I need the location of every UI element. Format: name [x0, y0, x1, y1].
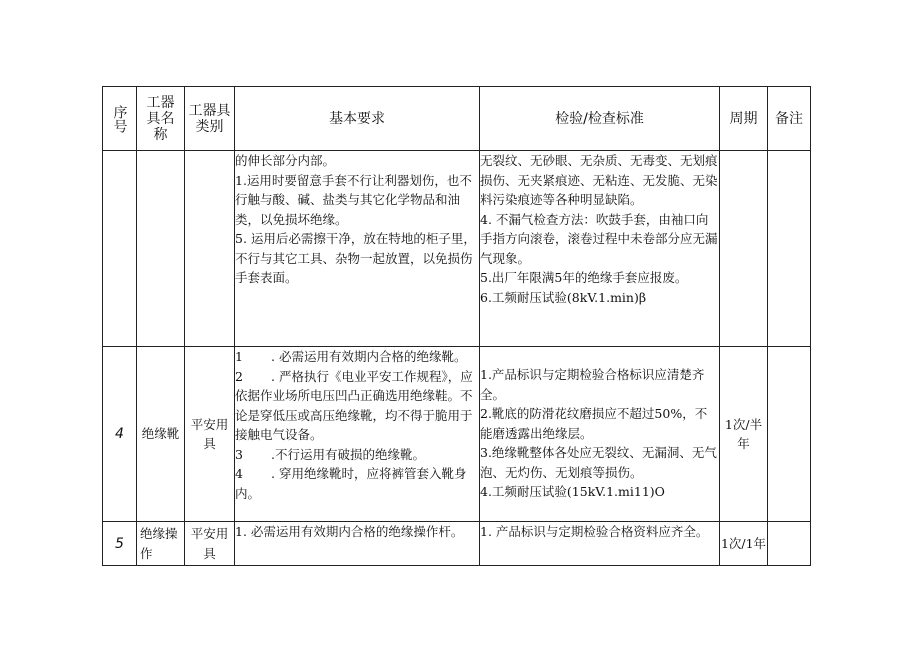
standard-line: 4. 不漏气检查方法：吹鼓手套，由袖口向手指方向滚卷，滚卷过程中未卷部分应无漏气现象。 [480, 211, 718, 266]
standard-line: 4.工频耐压试验(15kV.1.mi11)O [480, 484, 665, 499]
header-row [103, 87, 811, 151]
requirement-item: 3 .不行运用有破损的绝缘靴。 [235, 446, 425, 462]
standard-line: 2.靴底的防滑花纹磨损应不超过50%，不能磨透露出绝缘层。 [480, 406, 708, 441]
cell-category: 平安用具 [185, 347, 235, 522]
header-remark: 备注 [768, 87, 811, 151]
cell-category [185, 151, 235, 347]
standard-line: 6.工频耐压试验(8kV.1.min)β [480, 289, 647, 305]
cell-standard [480, 347, 720, 522]
header-requirements: 基本要求 [235, 87, 480, 151]
cell-remark [768, 151, 811, 347]
cell-seq: 4 [103, 347, 137, 522]
cell-category: 平安用具 [185, 522, 235, 566]
cell-remark [768, 347, 811, 522]
header-seq: 序号 [103, 87, 137, 151]
requirement-line: 1.运用时要留意手套不行让利器划伤，也不行触与酸、碱、盐类与其它化学物品和油类，以免损坏绝缘。 [235, 172, 472, 227]
cell-period: 1次/半年 [720, 347, 768, 522]
standard-line: 1.产品标识与定期检验合格标识应清楚齐全。 [480, 367, 705, 402]
cell-name [137, 151, 185, 347]
header-name: 工器具名称 [137, 87, 185, 151]
cell-standard [480, 151, 720, 347]
requirement-line: 5. 运用后必需擦干净，放在特地的柜子里，不行与其它工具、杂物一起放置，以免损伤手套表面。 [235, 231, 476, 285]
requirement-item: 2 . 严格执行《电业平安工作规程》，应依据作业场所电压凹凸正确选用绝缘鞋。不论是穿低压或高压绝缘靴，均不得于脆用于接触电气设备。 [235, 368, 473, 442]
cell-requirements [235, 347, 480, 522]
cell-requirements [235, 522, 480, 566]
header-period: 周期 [720, 87, 768, 151]
cell-seq [103, 151, 137, 347]
requirement-line: 1. 必需运用有效期内合格的绝缘操作杆。 [235, 524, 464, 539]
cell-standard [480, 522, 720, 566]
cell-period [720, 151, 768, 347]
cell-remark [768, 522, 811, 566]
standard-line: 无裂纹、无砂眼、无杂质、无毒变、无划痕损伤、无夹紧痕迹、无粘连、无发脆、无染料污染痕迹等各种明显缺陷。 [480, 153, 718, 207]
cell-name: 绝缘靴 [137, 347, 185, 522]
table-row [103, 151, 811, 347]
table-row [103, 347, 811, 522]
requirement-item: 4 . 穿用绝缘靴时，应将裤管套入靴身内。 [235, 466, 467, 501]
inspection-table [102, 86, 811, 566]
requirement-line: 的伸长部分内部。 [235, 153, 336, 168]
cell-seq: 5 [103, 522, 137, 566]
header-category: 工器具类别 [185, 87, 235, 151]
header-standard: 检验/检查标准 [480, 87, 720, 151]
cell-requirements [235, 151, 480, 347]
standard-line: 5.出厂年限满5年的绝缘手套应报废。 [480, 270, 688, 285]
requirement-item: 1 . 必需运用有效期内合格的绝缘靴。 [235, 349, 467, 364]
cell-name: 绝缘操作 [137, 522, 185, 566]
table-row [103, 522, 811, 566]
standard-line: 3.绝缘靴整体各处应无裂纹、无漏洞、无气泡、无灼伤、无划痕等损伤。 [480, 445, 717, 480]
cell-period: 1次/1年 [720, 522, 768, 566]
standard-line: 1. 产品标识与定期检验合格资料应齐全。 [480, 524, 709, 539]
